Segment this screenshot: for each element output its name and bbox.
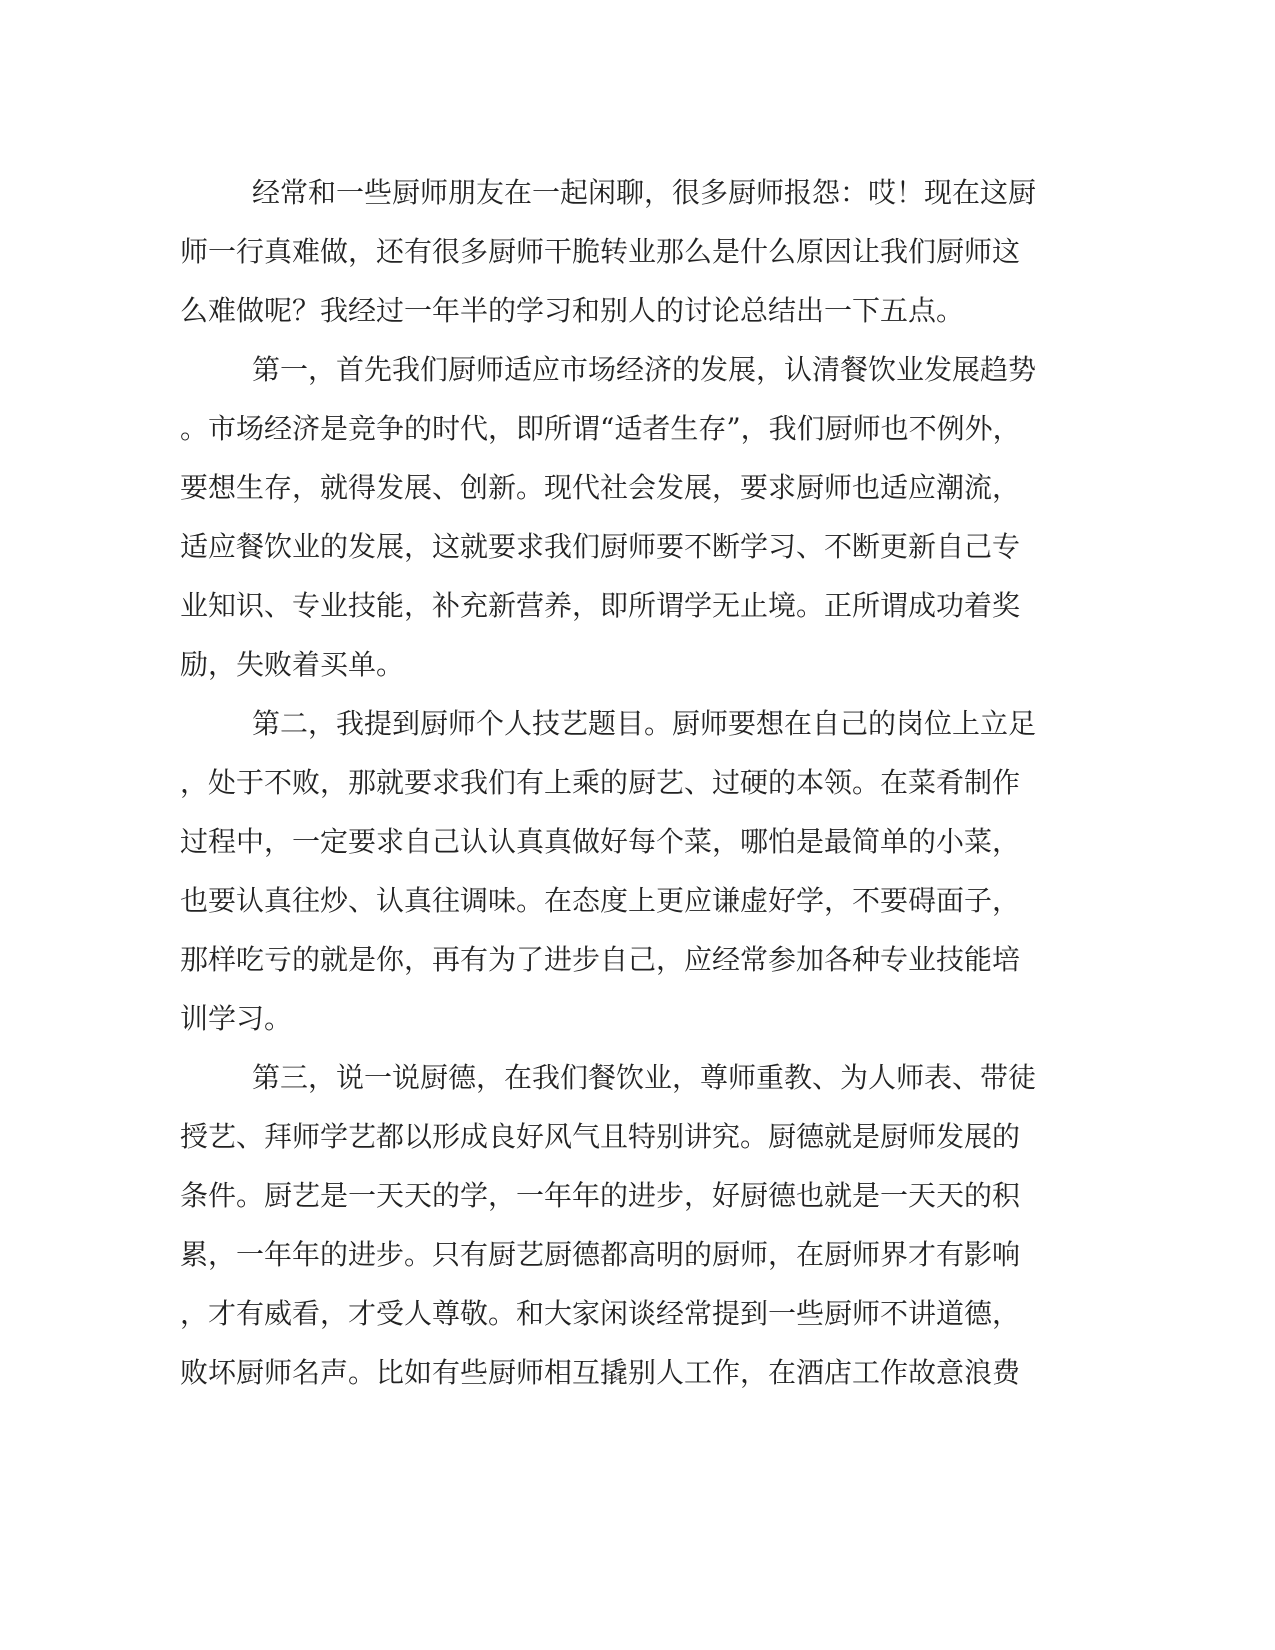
paragraph-2-line-5: 业知识、专业技能，补充新营养，即所谓学无止境。正所谓成功着奖 <box>180 589 1021 622</box>
paragraph-1-line-3: 么难做呢？我经过一年半的学习和别人的讨论总结出一下五点。 <box>180 294 965 327</box>
paragraph-3-line-2: ，处于不败，那就要求我们有上乘的厨艺、过硬的本领。在菜肴制作 <box>180 766 1021 799</box>
paragraph-3-line-3: 过程中，一定要求自己认认真真做好每个菜，哪怕是最简单的小菜， <box>180 825 1021 858</box>
paragraph-2-line-2: 。市场经济是竞争的时代，即所谓“适者生存”，我们厨师也不例外， <box>180 412 1021 445</box>
paragraph-4-line-6: 败坏厨师名声。比如有些厨师相互撬别人工作，在酒店工作故意浪费 <box>180 1356 1021 1389</box>
paragraph-4-line-2: 授艺、拜师学艺都以形成良好风气且特别讲究。厨德就是厨师发展的 <box>180 1120 1021 1153</box>
paragraph-4-line-1: 第三，说一说厨德，在我们餐饮业，尊师重教、为人师表、带徒 <box>252 1061 1037 1094</box>
paragraph-3-line-6: 训学习。 <box>180 1002 293 1035</box>
paragraph-3-line-1: 第二，我提到厨师个人技艺题目。厨师要想在自己的岗位上立足 <box>252 707 1037 740</box>
paragraph-3-line-4: 也要认真往炒、认真往调味。在态度上更应谦虚好学，不要碍面子， <box>180 884 1021 917</box>
paragraph-2-line-6: 励，失败着买单。 <box>180 648 405 681</box>
paragraph-3-line-5: 那样吃亏的就是你，再有为了进步自己，应经常参加各种专业技能培 <box>180 943 1021 976</box>
paragraph-2-line-1: 第一，首先我们厨师适应市场经济的发展，认清餐饮业发展趋势 <box>252 353 1037 386</box>
paragraph-2-line-3: 要想生存，就得发展、创新。现代社会发展，要求厨师也适应潮流， <box>180 471 1021 504</box>
paragraph-4-line-3: 条件。厨艺是一天天的学，一年年的进步，好厨德也就是一天天的积 <box>180 1179 1021 1212</box>
document-body <box>180 163 1040 1402</box>
paragraph-4-line-5: ，才有威看，才受人尊敬。和大家闲谈经常提到一些厨师不讲道德， <box>180 1297 1021 1330</box>
paragraph-1-line-2: 师一行真难做，还有很多厨师干脆转业那么是什么原因让我们厨师这 <box>180 235 1021 268</box>
paragraph-4-line-4: 累，一年年的进步。只有厨艺厨德都高明的厨师，在厨师界才有影响 <box>180 1238 1021 1271</box>
paragraph-1-line-1: 经常和一些厨师朋友在一起闲聊，很多厨师报怨：哎！现在这厨 <box>252 176 1037 209</box>
paragraph-2-line-4: 适应餐饮业的发展，这就要求我们厨师要不断学习、不断更新自己专 <box>180 530 1021 563</box>
